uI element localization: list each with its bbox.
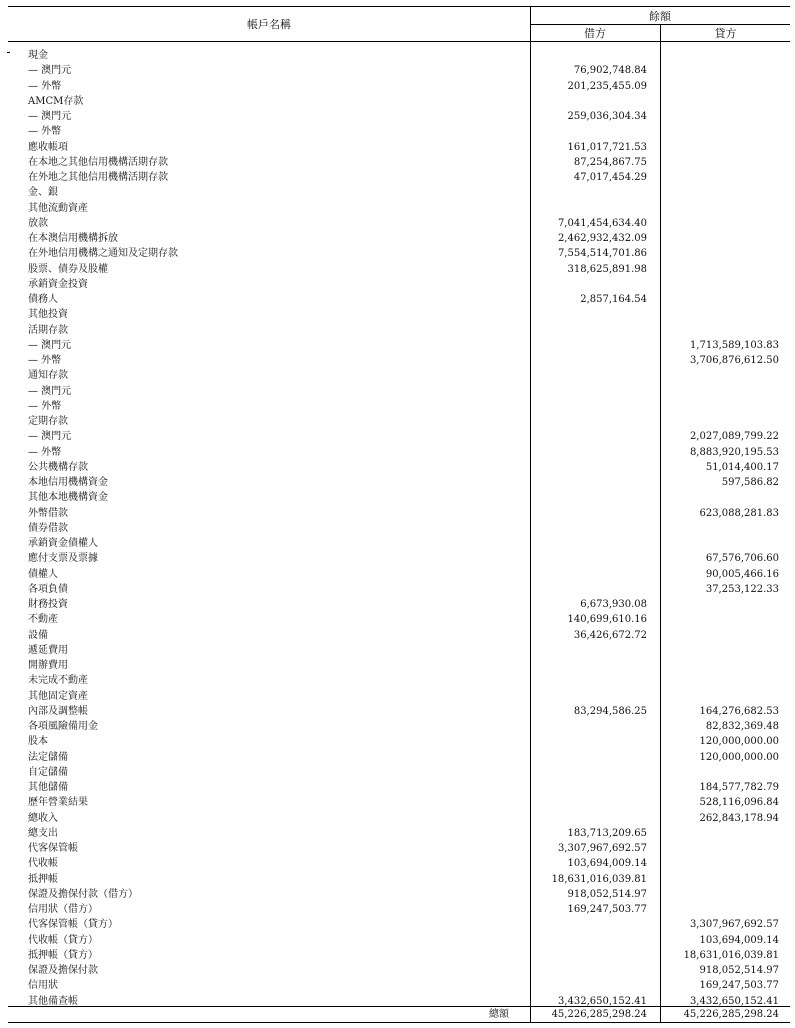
table-row bbox=[8, 140, 790, 155]
row-label: — 外幣 bbox=[28, 126, 62, 138]
row-label: AMCM存款 bbox=[28, 95, 84, 107]
table-row bbox=[8, 506, 790, 521]
row-label: 內部及調整帳 bbox=[28, 705, 88, 717]
row-label: 各項負債 bbox=[28, 583, 68, 595]
row-credit: 90,005,466.16 bbox=[705, 568, 779, 580]
row-label: 通知存款 bbox=[28, 370, 68, 382]
table-row bbox=[8, 399, 790, 414]
table-row bbox=[8, 63, 790, 78]
table-row bbox=[8, 414, 790, 429]
header-account-name: 帳戶名稱 bbox=[247, 18, 291, 31]
table-row bbox=[8, 811, 790, 826]
row-label: 未完成不動產 bbox=[28, 675, 88, 687]
table-row bbox=[8, 277, 790, 292]
table-row bbox=[8, 689, 790, 704]
row-label: 保證及擔保付款 bbox=[28, 965, 98, 976]
row-label: 債券借款 bbox=[28, 522, 68, 534]
table-row bbox=[8, 872, 790, 887]
table-row bbox=[8, 536, 790, 551]
row-label: 抵押帳 bbox=[28, 873, 58, 885]
row-credit: 262,843,178.94 bbox=[699, 812, 779, 824]
row-label: 信用狀 bbox=[28, 980, 58, 992]
row-label: 信用狀（借方） bbox=[28, 904, 98, 915]
table-row bbox=[8, 262, 790, 277]
row-label: 其他備查帳 bbox=[28, 995, 78, 1007]
row-credit: 528,116,096.84 bbox=[699, 797, 779, 809]
row-credit: 184,577,782.79 bbox=[699, 782, 779, 793]
row-debit: 76,902,748.84 bbox=[573, 65, 647, 77]
table-row bbox=[8, 429, 790, 444]
row-label: — 外幣 bbox=[28, 400, 62, 412]
row-label: 代客保管帳 bbox=[28, 843, 78, 854]
table-row bbox=[8, 978, 790, 993]
table-row bbox=[8, 79, 790, 94]
row-label: 總收入 bbox=[28, 812, 58, 824]
table-row bbox=[8, 673, 790, 688]
header-debit: 借方 bbox=[584, 26, 606, 40]
table-row bbox=[8, 917, 790, 932]
row-credit: 51,014,400.17 bbox=[705, 461, 779, 473]
row-label: 應收帳項 bbox=[28, 141, 68, 153]
total-debit: 45,226,285,298.24 bbox=[551, 1009, 647, 1020]
row-credit: 164,276,682.53 bbox=[699, 705, 779, 717]
table-row bbox=[8, 567, 790, 582]
ledger-table bbox=[8, 6, 790, 1023]
table-row bbox=[8, 48, 790, 63]
table-row bbox=[8, 216, 790, 231]
row-credit: 597,586.82 bbox=[721, 477, 779, 488]
table-row bbox=[8, 765, 790, 780]
row-label: — 澳門元 bbox=[28, 339, 72, 351]
table-row bbox=[8, 338, 790, 353]
row-label: 各項風險備用金 bbox=[28, 721, 98, 732]
row-label: 不動產 bbox=[28, 614, 58, 626]
row-credit: 37,253,122.33 bbox=[705, 583, 779, 595]
row-label: 債權人 bbox=[28, 568, 58, 580]
row-label: 總支出 bbox=[28, 827, 58, 839]
row-debit: 83,294,586.25 bbox=[573, 705, 647, 717]
table-row bbox=[8, 719, 790, 734]
row-label: — 外幣 bbox=[28, 446, 62, 458]
row-debit: 36,426,672.72 bbox=[573, 629, 647, 641]
table-row bbox=[8, 475, 790, 490]
row-label: 其他投資 bbox=[28, 309, 68, 321]
row-credit: 169,247,503.77 bbox=[699, 980, 779, 992]
table-row bbox=[8, 170, 790, 185]
row-debit: 3,307,967,692.57 bbox=[557, 843, 647, 854]
row-debit: 7,554,514,701.86 bbox=[557, 248, 647, 260]
row-debit: 201,235,455.09 bbox=[567, 80, 647, 92]
table-row bbox=[8, 750, 790, 765]
header-credit: 貸方 bbox=[714, 26, 737, 40]
row-label: 開辦費用 bbox=[28, 660, 68, 671]
row-credit: 18,631,016,039.81 bbox=[683, 949, 779, 961]
table-row bbox=[8, 201, 790, 216]
row-label: 法定儲備 bbox=[28, 751, 68, 763]
table-row bbox=[8, 384, 790, 399]
table-row bbox=[8, 658, 790, 673]
row-label: 抵押帳（貸方） bbox=[28, 949, 98, 961]
row-label: 債務人 bbox=[28, 294, 58, 305]
row-debit: 3,432,650,152.41 bbox=[557, 995, 647, 1007]
table-row bbox=[8, 948, 790, 963]
table-row bbox=[8, 94, 790, 109]
row-debit: 2,857,164.54 bbox=[580, 294, 647, 305]
table-row bbox=[8, 902, 790, 917]
row-label: 其他固定資產 bbox=[28, 690, 88, 702]
row-debit: 318,625,891.98 bbox=[567, 263, 647, 275]
row-label: 應付支票及票據 bbox=[28, 553, 98, 565]
row-debit: 161,017,721.53 bbox=[567, 141, 647, 153]
row-label: 放款 bbox=[28, 217, 48, 229]
table-row bbox=[8, 521, 790, 536]
header-balance: 餘額 bbox=[649, 9, 671, 23]
table-row bbox=[8, 109, 790, 124]
table-row bbox=[8, 323, 790, 338]
row-label: 代收帳 bbox=[28, 858, 58, 870]
row-debit: 140,699,610.16 bbox=[567, 614, 647, 626]
table-row bbox=[8, 185, 790, 200]
table-row bbox=[8, 734, 790, 749]
table-row bbox=[8, 582, 790, 597]
row-credit: 1,713,589,103.83 bbox=[689, 339, 779, 351]
row-label: 其他本地機構資金 bbox=[28, 492, 108, 504]
row-credit: 3,307,967,692.57 bbox=[689, 919, 779, 931]
row-label: 定期存款 bbox=[28, 416, 68, 427]
header-bottom-rule bbox=[8, 41, 790, 42]
table-row bbox=[8, 963, 790, 978]
row-label: — 澳門元 bbox=[28, 385, 72, 397]
row-credit: 918,052,514.97 bbox=[699, 965, 779, 976]
table-row bbox=[8, 887, 790, 902]
row-credit: 82,832,369.48 bbox=[705, 721, 779, 732]
total-label: 總額 bbox=[489, 1009, 509, 1020]
row-label: 在外地信用機構之通知及定期存款 bbox=[28, 248, 178, 260]
table-row bbox=[8, 933, 790, 948]
ledger-rows bbox=[8, 48, 790, 1009]
row-label: — 外幣 bbox=[28, 355, 62, 366]
row-label: — 澳門元 bbox=[28, 65, 72, 77]
row-label: 公共機構存款 bbox=[28, 461, 88, 473]
table-row bbox=[8, 551, 790, 566]
table-row bbox=[8, 628, 790, 643]
table-row bbox=[8, 368, 790, 383]
row-debit: 169,247,503.77 bbox=[567, 904, 647, 915]
table-row bbox=[8, 292, 790, 307]
row-credit: 623,088,281.83 bbox=[699, 507, 779, 519]
table-row bbox=[8, 704, 790, 719]
table-row bbox=[8, 445, 790, 460]
row-label: 活期存款 bbox=[28, 324, 68, 336]
row-credit: 120,000,000.00 bbox=[699, 751, 779, 763]
row-label: 歷年營業結果 bbox=[28, 797, 88, 809]
row-label: 外幣借款 bbox=[28, 507, 68, 519]
row-debit: 6,673,930.08 bbox=[580, 599, 647, 610]
table-row bbox=[8, 460, 790, 475]
row-credit: 2,027,089,799.22 bbox=[689, 431, 779, 443]
row-debit: 18,631,016,039.81 bbox=[551, 873, 647, 885]
row-credit: 3,432,650,152.41 bbox=[689, 995, 779, 1007]
table-row bbox=[8, 643, 790, 658]
table-row bbox=[8, 597, 790, 612]
table-row bbox=[8, 612, 790, 627]
row-label: 在本地之其他信用機構活期存款 bbox=[28, 156, 168, 168]
table-row bbox=[8, 246, 790, 261]
table-row bbox=[8, 124, 790, 139]
row-label: — 澳門元 bbox=[28, 431, 72, 443]
table-row bbox=[8, 826, 790, 841]
row-label: 股本 bbox=[28, 736, 48, 748]
row-label: 承銷資金債權人 bbox=[28, 538, 98, 549]
row-debit: 918,052,514.97 bbox=[567, 888, 647, 900]
row-debit: 259,036,304.34 bbox=[567, 111, 647, 122]
row-credit: 120,000,000.00 bbox=[699, 736, 779, 748]
total-row bbox=[8, 1007, 790, 1022]
row-label: 承銷資金投資 bbox=[28, 278, 88, 290]
row-label: 設備 bbox=[28, 629, 48, 641]
table-row bbox=[8, 353, 790, 368]
row-label: 在本澳信用機構拆放 bbox=[28, 233, 118, 244]
row-label: 股票、債券及股權 bbox=[28, 263, 108, 275]
table-row bbox=[8, 780, 790, 795]
table-row bbox=[8, 231, 790, 246]
row-debit: 103,694,009.14 bbox=[567, 858, 647, 870]
row-label: 財務投資 bbox=[28, 599, 68, 610]
row-credit: 103,694,009.14 bbox=[699, 934, 779, 946]
row-debit: 2,462,932,432.09 bbox=[557, 233, 647, 244]
row-label: 其他儲備 bbox=[28, 782, 68, 793]
table-row bbox=[8, 307, 790, 322]
total-credit: 45,226,285,298.24 bbox=[683, 1009, 779, 1020]
row-label: 自定儲備 bbox=[28, 766, 68, 778]
table-row bbox=[8, 841, 790, 856]
table-row bbox=[8, 795, 790, 810]
row-label: 遞延費用 bbox=[28, 644, 68, 656]
row-label: 本地信用機構資金 bbox=[28, 477, 108, 488]
row-label: 金、銀 bbox=[28, 187, 58, 199]
row-credit: 3,706,876,612.50 bbox=[689, 355, 779, 366]
row-debit: 87,254,867.75 bbox=[573, 156, 647, 168]
row-label: — 澳門元 bbox=[28, 111, 72, 122]
row-label: 在外地之其他信用機構活期存款 bbox=[28, 172, 168, 183]
row-label: 代客保管帳（貸方） bbox=[28, 919, 118, 931]
row-debit: 47,017,454.29 bbox=[573, 172, 647, 183]
row-label: 保證及擔保付款（借方） bbox=[28, 888, 138, 900]
row-label: — 外幣 bbox=[28, 80, 62, 92]
row-label: 其他流動資產 bbox=[28, 202, 88, 214]
row-debit: 7,041,454,634.40 bbox=[557, 217, 647, 229]
row-label: 現金 bbox=[28, 50, 48, 61]
row-label: 代收帳（貸方） bbox=[28, 934, 98, 946]
row-credit: 8,883,920,195.53 bbox=[689, 446, 779, 458]
table-row bbox=[8, 155, 790, 170]
table-row bbox=[8, 490, 790, 505]
row-debit: 183,713,209.65 bbox=[567, 827, 647, 839]
table-row bbox=[8, 856, 790, 871]
row-credit: 67,576,706.60 bbox=[705, 553, 779, 565]
